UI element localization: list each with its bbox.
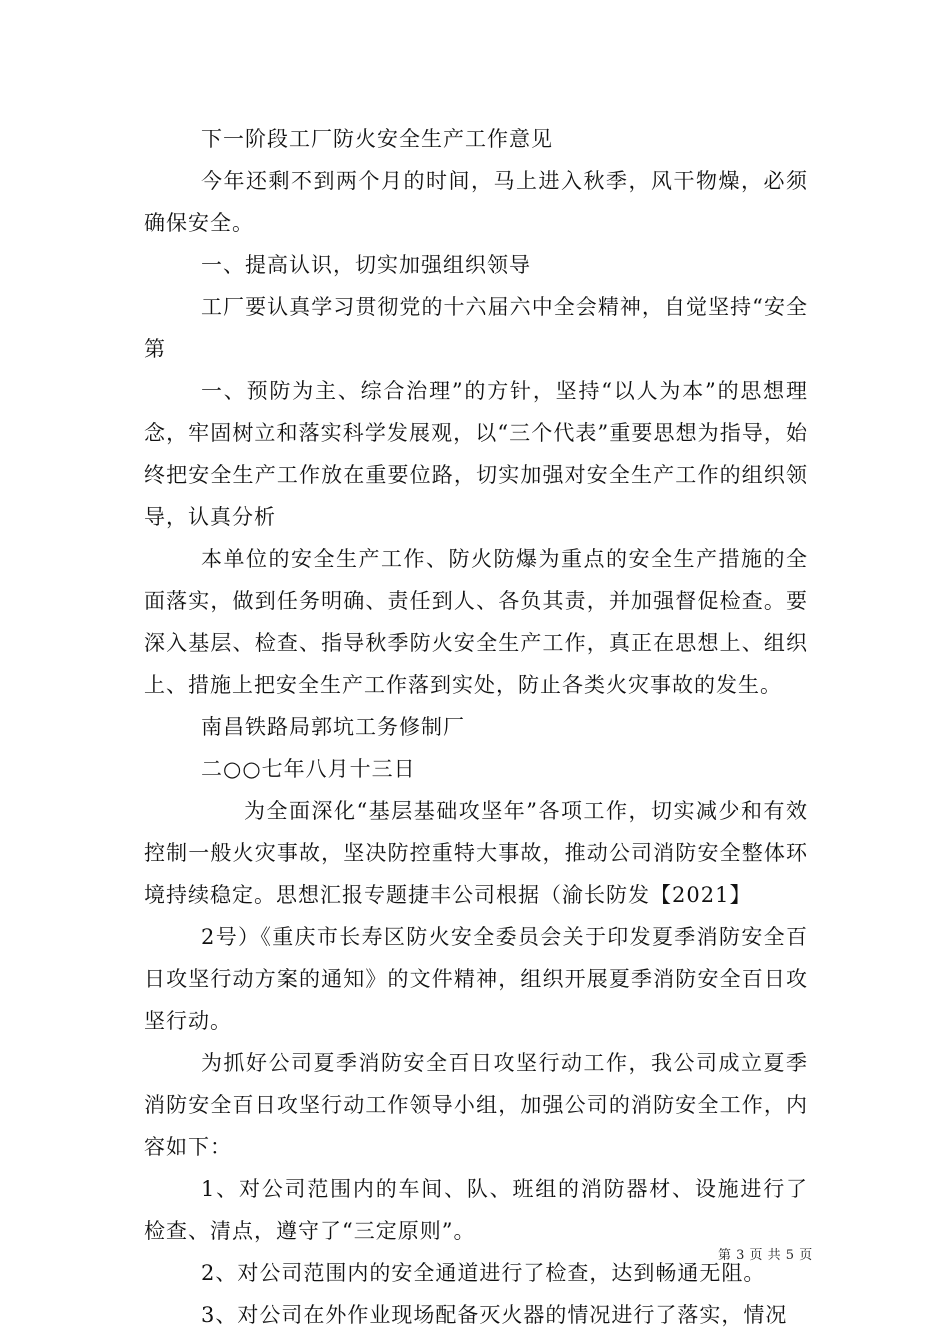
section-heading: 一、提高认识，切实加强组织领导 (201, 253, 531, 277)
list-item: 1、对公司范围内的车间、队、班组的消防器材、设施进行了检查、清点，遵守了“三定原则”。 (144, 1177, 808, 1243)
paragraph: 本单位的安全生产工作、防火防爆为重点的安全生产措施的全面落实，做到任务明确、责任到人、各负其责，并加强督促检查。要深入基层、检查、指导秋季防火安全生产工作，真正在思想上、组织上、措施上把安全生产工作落到实处，防止各类火灾事故的发生。 (144, 547, 808, 697)
paragraph: 为抓好公司夏季消防安全百日攻坚行动工作，我公司成立夏季消防安全百日攻坚行动工作领导小组，加强公司的消防安全工作，内容如下： (144, 1051, 808, 1159)
document-title: 下一阶段工厂防火安全生产工作意见 (201, 127, 553, 151)
list-item: 2、对公司范围内的安全通道进行了检查，达到畅通无阻。 (201, 1261, 766, 1285)
list-item: 3、对公司在外作业现场配备灭火器的情况进行了落实，情况 (201, 1303, 788, 1327)
paragraph: 工厂要认真学习贯彻党的十六届六中全会精神，自觉坚持“安全第 (144, 295, 808, 361)
page-number: 第 3 页 共 5 页 (718, 1248, 813, 1263)
document-body (144, 118, 808, 1336)
paragraph: 为全面深化“基层基础攻坚年”各项工作，切实减少和有效控制一般火灾事故，坚决防控重特大事故，推动公司消防安全整体环境持续稳定。思想汇报专题捷丰公司根据（渝长防发【2021】 (144, 799, 808, 907)
paragraph: 今年还剩不到两个月的时间，马上进入秋季，风干物燥，必须确保安全。 (144, 169, 808, 235)
signature-organization: 南昌铁路局郭坑工务修制厂 (201, 715, 465, 739)
signature-date: 二○○七年八月十三日 (201, 757, 416, 781)
paragraph: 2号）《重庆市长寿区防火安全委员会关于印发夏季消防安全百日攻坚行动方案的通知》的文件精神，组织开展夏季消防安全百日攻坚行动。 (144, 925, 808, 1033)
paragraph: 一、预防为主、综合治理”的方针，坚持“以人为本”的思想理念，牢固树立和落实科学发展观，以“三个代表”重要思想为指导，始终把安全生产工作放在重要位路，切实加强对安全生产工作的组织领导，认真分析 (144, 379, 808, 529)
